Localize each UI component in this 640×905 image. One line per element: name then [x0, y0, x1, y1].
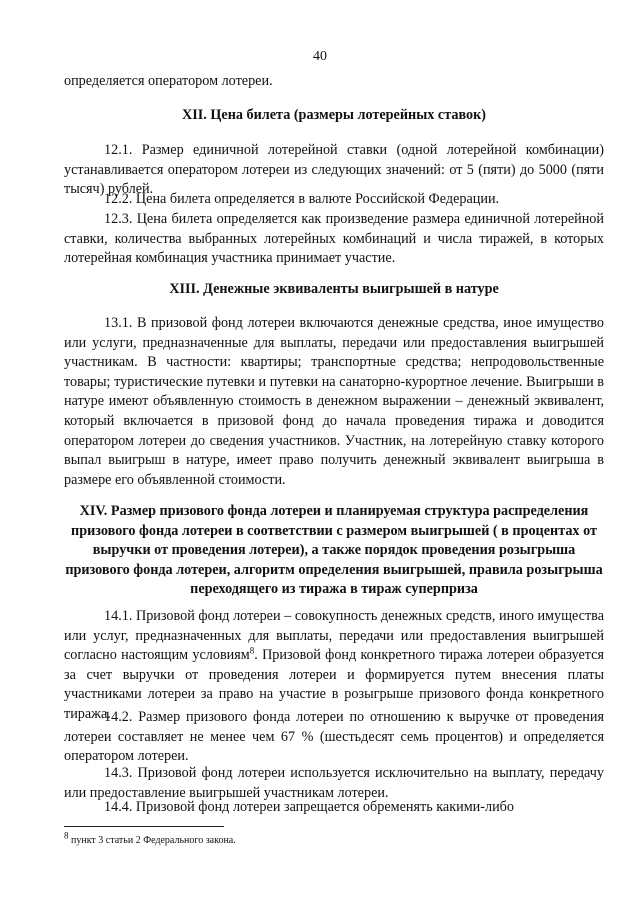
footnote-divider — [64, 826, 224, 827]
footnote-number: 8 — [64, 830, 69, 841]
paragraph-12-1: 12.1. Размер единичной лотерейной ставки (одной лотерейной комбинации) устанавливается оператором лотереи из следующих значений: от 5 (пяти) до 5000 (пяти тысяч) рублей. — [64, 142, 604, 198]
paragraph-14-4: 14.4. Призовой фонд лотереи запрещается обременять какими-либо — [104, 799, 514, 815]
footnote-text: пункт 3 статьи 2 Федерального закона. — [68, 835, 236, 846]
section-13-title: XIII. Денежные эквиваленты выигрышей в натуре — [169, 281, 499, 297]
paragraph-12-2: 12.2. Цена билета определяется в валюте Российской Федерации. — [104, 191, 500, 207]
paragraph-12-3: 12.3. Цена билета определяется как произведение размера единичной лотерейной ставки, количества выбранных лотерейных комбинаций и числа тиражей, в которых лотерейная комбинация участника принимает участие. — [64, 211, 604, 267]
footnote-reference: 8 — [249, 645, 255, 656]
paragraph-14-1-text-end: . Призовой фонд конкретного тиража лотереи образуется за счет выручки от проведения лотереи и формируется путем внесения платы участниками лотереи за право на участие в розыгрыше призового фонда конкретного тиража. — [64, 647, 604, 722]
footnote — [64, 830, 236, 847]
page-number: 40 — [313, 49, 327, 64]
paragraph-14-3: 14.3. Призовой фонд лотереи используется исключительно на выплату, передачу или предоставление выигрышей участникам лотереи. — [64, 765, 604, 801]
paragraph-14-1-text-start: 14.1. Призовой фонд лотереи – совокупность денежных средств, иного имущества или услуг, предназначенных для выплаты, передачи или предоставления выигрышей согласно настоящим условиям — [64, 608, 604, 664]
paragraph-13-1: 13.1. В призовой фонд лотереи включаются денежные средства, иное имущество или услуги, предназначенные для выплаты, передачи или предоставления выигрышей участникам. В частности: квартиры; транспортные средства; непродовольственные товары; туристические путевки и путевки на санаторно-курортное лечение. Выигрыши в натуре имеют объявленную стоимость в денежном выражении – денежный эквивалент, который включается в призовой фонд до начала проведения тиража и доводится оператором лотереи до сведения участников. Участник, на лотерейную ставку которого выпал выигрыш в натуре, имеет право получить денежный эквивалент выигрыша в размере его объявленной стоимости. — [64, 315, 604, 488]
paragraph-14-1 — [64, 607, 604, 725]
section-12-title: XII. Цена билета (размеры лотерейных ставок) — [182, 107, 486, 123]
paragraph-14-2: 14.2. Размер призового фонда лотереи по отношению к выручке от проведения лотереи составляет не менее чем 67 % (шестьдесят семь процентов) и определяется оператором лотереи. — [64, 709, 604, 765]
intro-text: определяется оператором лотереи. — [64, 73, 273, 89]
section-14-title: XIV. Размер призового фонда лотереи и планируемая структура распределения призового фонда лотереи в соответствии с размером выигрышей ( в процентах от выручки от проведения лотереи), а также порядок проведения розыгрыша призового фонда лотереи, алгоритм определения выигрышей, правила розыгрыша переходящего из тиража в тираж суперприза — [65, 503, 603, 598]
